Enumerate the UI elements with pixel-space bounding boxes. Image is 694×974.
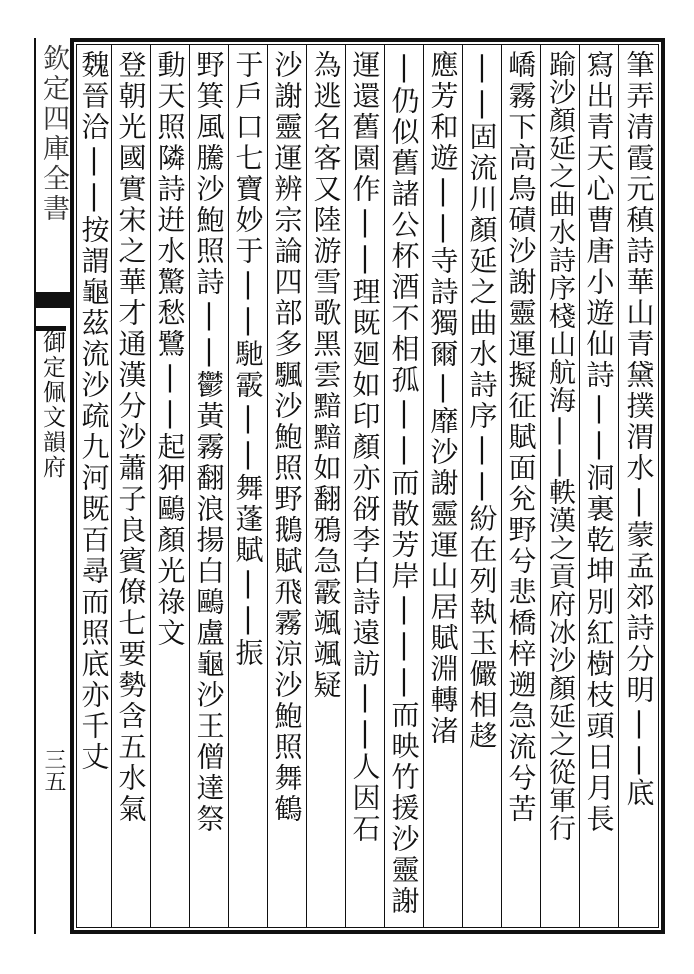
column-text: ||固流川顏延之曲水詩序||紛在列執玉儼相趍 xyxy=(465,50,499,752)
text-column xyxy=(618,44,659,928)
text-column xyxy=(384,44,423,928)
text-column xyxy=(462,44,501,928)
text-column xyxy=(579,44,618,928)
column-text: 登朝光國實宋之華才通漢分沙蕭子良賓僚七要勢含五水氣 xyxy=(114,50,148,825)
column-text: 運還舊園作||理既廻如印顏亦谺李白詩遠訪||人因石 xyxy=(348,50,382,845)
text-column xyxy=(306,44,345,928)
column-text: |仍似舊諸公杯酒不相孤||而散芳岸|||而映竹援沙靈謝 xyxy=(387,50,421,917)
fishtail-mark xyxy=(36,292,70,308)
side-title: 御定佩文韻府 xyxy=(39,330,65,480)
text-column xyxy=(540,44,579,928)
column-text: 野箕風騰沙鮑照詩||鬱黃霧翻浪揚白鷗盧龜沙王僧達祭 xyxy=(192,50,226,835)
text-column xyxy=(150,44,189,928)
column-text: 于戶口七寶妙于||馳霰||舞蓬賦||振 xyxy=(231,50,265,669)
book-title: 欽定四庫全書 xyxy=(38,44,69,224)
column-text: 應芳和遊||寺詩獨爾|靡沙謝靈運山居賦淵轉渚 xyxy=(426,50,460,747)
column-text: 動天照隣詩逬水驚愁鷺||起狎鷗顏光祿文 xyxy=(153,50,187,649)
column-text: 嶠霧下高鳥磧沙謝靈運擬征賦面兊野兮悲橋梓遡急流兮苦 xyxy=(504,50,538,825)
text-column xyxy=(189,44,228,928)
text-column xyxy=(267,44,306,928)
text-column xyxy=(423,44,462,928)
text-column xyxy=(345,44,384,928)
column-text: 為逃名客又陸游雪歌黑雲黯黯如翻鴉急霰颯颯疑 xyxy=(309,50,343,701)
page-number: 三五 xyxy=(41,748,66,792)
column-text: 魏晉洽||按謂龜茲流沙疏九河既百尋而照底亦千丈 xyxy=(77,50,111,773)
text-column xyxy=(501,44,540,928)
text-column xyxy=(111,44,150,928)
column-text: 筆弄清霞元稹詩華山青黛撲渭水|蒙孟郊詩分明||底 xyxy=(622,50,656,809)
column-text: 沙謝靈運辨宗論四部多颿沙鮑照野鵝賦飛霧涼沙鮑照舞鶴 xyxy=(270,50,304,825)
text-column xyxy=(228,44,267,928)
column-text: 寫出青天心曹唐小遊仙詩||洞裏乾坤別紅樹枝頭日月長 xyxy=(582,50,616,835)
column-text: 踰沙顏延之曲水詩序棧山航海||軼漢之貢府冰沙顏延之從軍行 xyxy=(544,50,575,842)
text-column xyxy=(76,44,111,928)
